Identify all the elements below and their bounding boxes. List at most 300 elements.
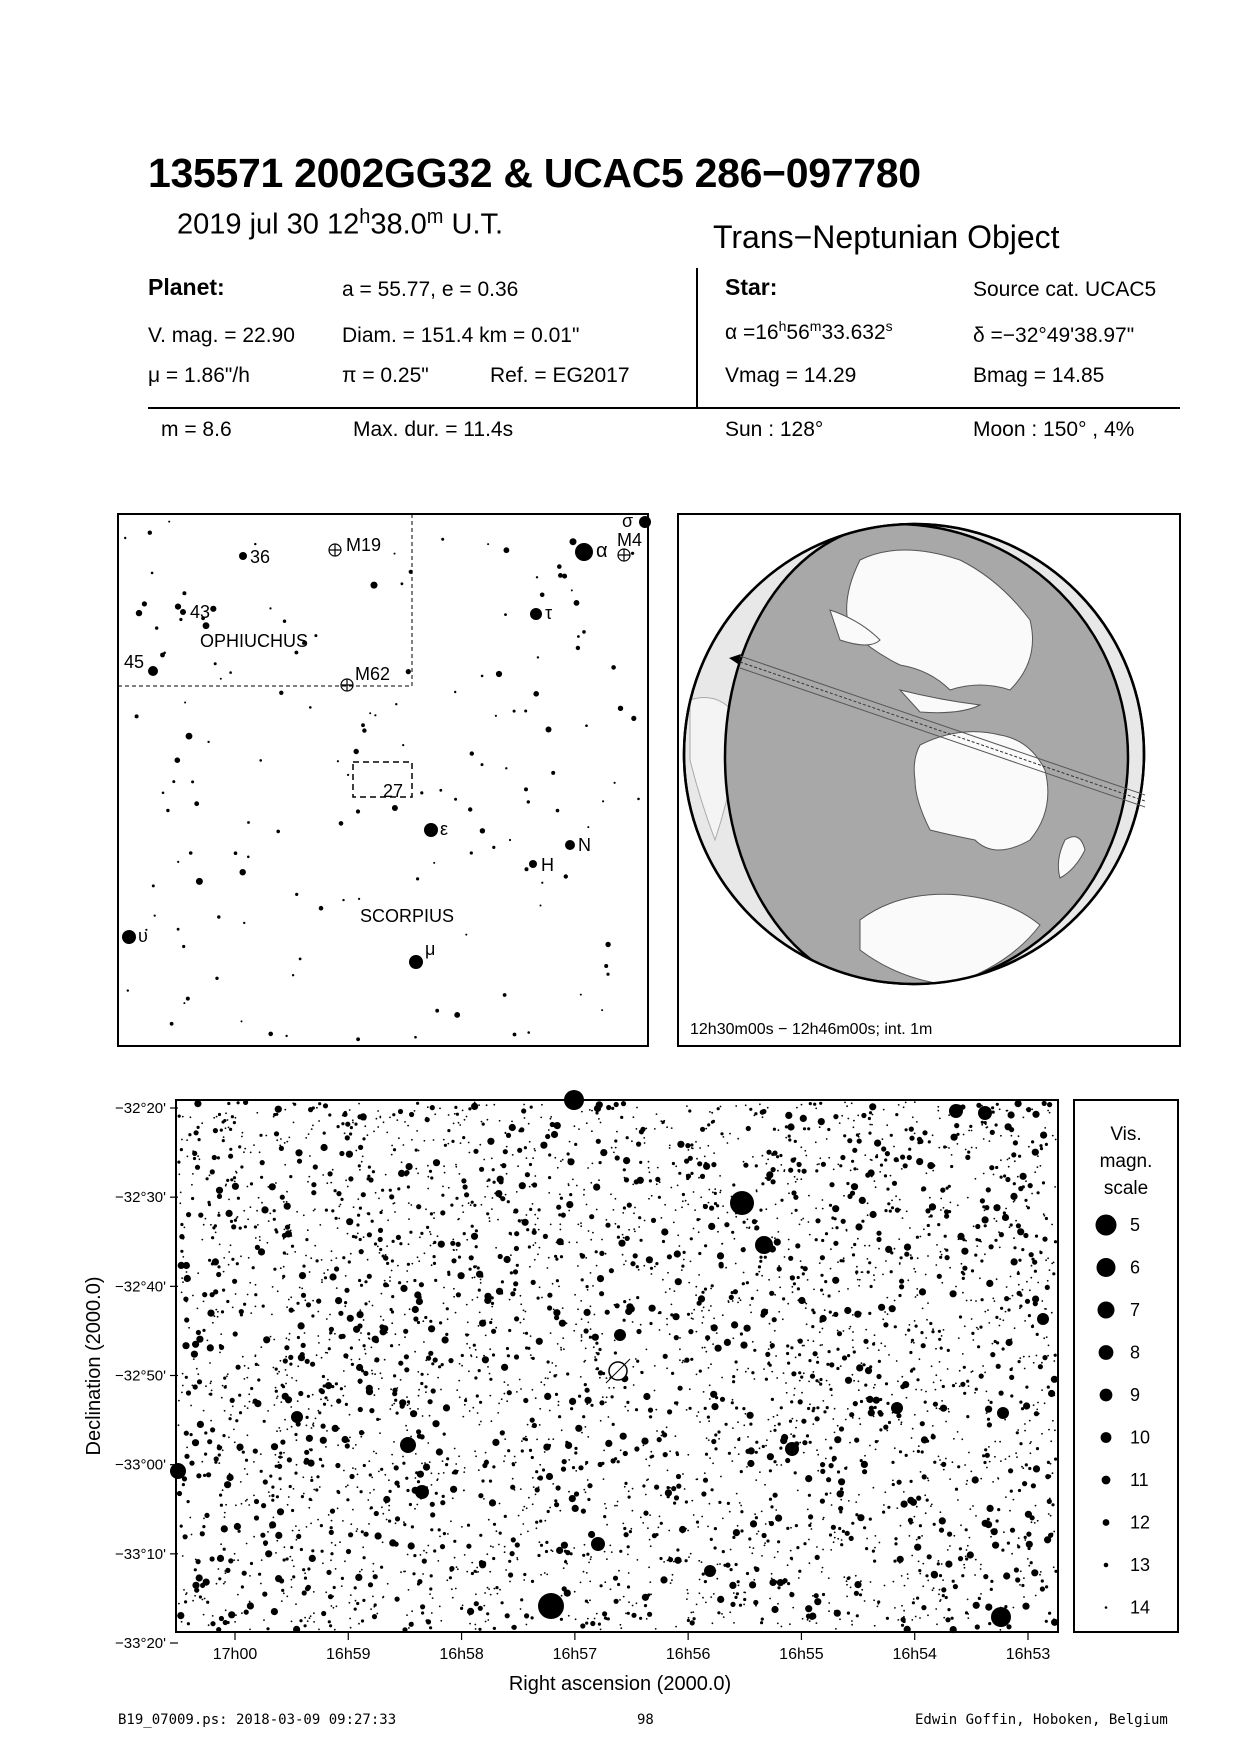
chart-star (620, 1627, 622, 1629)
chart-star (609, 1268, 614, 1273)
finder-star (189, 851, 193, 855)
chart-star (491, 1318, 493, 1320)
chart-star (426, 1619, 431, 1624)
chart-star (475, 1455, 477, 1457)
chart-star (715, 1345, 722, 1352)
chart-star (427, 1106, 429, 1108)
chart-star (247, 1407, 249, 1409)
chart-star (774, 1239, 781, 1246)
chart-star (455, 1197, 458, 1200)
chart-star (228, 1611, 235, 1618)
chart-star (771, 1179, 776, 1184)
chart-star (894, 1300, 896, 1302)
chart-star (562, 1459, 567, 1464)
chart-star (1026, 1107, 1031, 1112)
chart-star (840, 1543, 843, 1546)
chart-star (617, 1225, 620, 1228)
chart-star (599, 1400, 604, 1405)
chart-star (820, 1499, 825, 1504)
chart-star (197, 1126, 200, 1129)
chart-star (341, 1122, 344, 1125)
chart-star (986, 1467, 988, 1469)
chart-star (718, 1438, 720, 1440)
finder-star (611, 665, 616, 670)
chart-star (341, 1334, 346, 1339)
chart-star (430, 1233, 432, 1235)
chart-star (732, 1375, 735, 1378)
finder-star (395, 703, 397, 705)
chart-star (784, 1578, 786, 1580)
chart-star (1051, 1376, 1058, 1383)
chart-star (489, 1348, 491, 1350)
chart-star (1007, 1308, 1010, 1311)
chart-star (787, 1582, 790, 1585)
chart-star (957, 1233, 964, 1240)
chart-star (951, 1617, 954, 1620)
chart-star (321, 1357, 323, 1359)
chart-star (325, 1352, 327, 1354)
chart-star (369, 1408, 374, 1413)
chart-star (1026, 1386, 1028, 1388)
chart-star (237, 1559, 239, 1561)
chart-star (207, 1201, 210, 1204)
chart-star (360, 1490, 363, 1493)
chart-star (491, 1306, 493, 1308)
chart-star (291, 1560, 293, 1562)
chart-star (771, 1347, 773, 1349)
chart-star (463, 1232, 466, 1235)
chart-star (911, 1342, 913, 1344)
chart-star (747, 1368, 749, 1370)
chart-star (776, 1414, 778, 1416)
chart-star (977, 1328, 979, 1330)
chart-star (194, 1595, 196, 1597)
chart-star (534, 1214, 536, 1216)
chart-star (675, 1401, 678, 1404)
chart-star (192, 1582, 199, 1589)
chart-star (358, 1164, 361, 1167)
chart-star (806, 1434, 809, 1437)
chart-star (477, 1297, 479, 1299)
chart-star (222, 1449, 224, 1451)
chart-star (761, 1618, 764, 1621)
chart-star (954, 1138, 956, 1140)
chart-star (424, 1140, 426, 1142)
chart-star (342, 1395, 344, 1397)
chart-star (510, 1271, 513, 1274)
chart-star (209, 1362, 211, 1364)
chart-star (873, 1416, 875, 1418)
finder-star (536, 576, 538, 578)
chart-star (771, 1167, 776, 1172)
chart-star (557, 1238, 564, 1245)
chart-star (415, 1168, 417, 1170)
chart-star (1018, 1259, 1021, 1262)
chart-star (367, 1274, 372, 1279)
chart-star (889, 1305, 896, 1312)
chart-star (443, 1302, 445, 1304)
chart-star (514, 1246, 519, 1251)
chart-star (359, 1249, 364, 1254)
chart-star (984, 1224, 987, 1227)
chart-star (207, 1310, 214, 1317)
chart-star (307, 1395, 310, 1398)
chart-star (1028, 1565, 1030, 1567)
chart-star (260, 1470, 263, 1473)
chart-star (344, 1305, 346, 1307)
legend-dot (1105, 1606, 1108, 1609)
chart-star (592, 1334, 599, 1341)
chart-star (416, 1504, 418, 1506)
chart-star (759, 1209, 762, 1212)
chart-star (1030, 1452, 1032, 1454)
chart-star (253, 1461, 255, 1463)
finder-star (207, 741, 209, 743)
chart-star (606, 1219, 608, 1221)
chart-star (669, 1145, 671, 1147)
chart-star (561, 1429, 563, 1431)
chart-star (997, 1477, 999, 1479)
chart-star (471, 1225, 474, 1228)
chart-star (687, 1619, 690, 1622)
chart-star (669, 1288, 671, 1290)
chart-star (285, 1230, 292, 1237)
planet-orbit: a = 55.77, e = 0.36 (342, 278, 519, 301)
chart-star (980, 1478, 982, 1480)
globe-panel (678, 514, 1180, 1046)
chart-star (550, 1224, 552, 1226)
chart-star (843, 1195, 845, 1197)
chart-star (1026, 1541, 1033, 1548)
chart-star (227, 1102, 230, 1105)
chart-star (280, 1267, 282, 1269)
chart-star (621, 1101, 626, 1106)
chart-star (898, 1294, 901, 1297)
chart-star (603, 1515, 606, 1518)
chart-star (819, 1262, 821, 1264)
chart-star (1006, 1624, 1011, 1629)
chart-star (486, 1104, 488, 1106)
chart-star (234, 1441, 236, 1443)
chart-star (1020, 1570, 1022, 1572)
finder-star (481, 763, 484, 766)
chart-star (943, 1469, 945, 1471)
chart-star (1054, 1240, 1057, 1243)
chart-star (458, 1218, 460, 1220)
finder-star (136, 610, 142, 616)
chart-star (941, 1282, 943, 1284)
finder-star (509, 839, 511, 841)
chart-star (448, 1358, 453, 1363)
chart-star (287, 1457, 292, 1462)
chart-star (334, 1189, 337, 1192)
chart-star (224, 1581, 226, 1583)
chart-star (195, 1165, 200, 1170)
chart-star (705, 1351, 707, 1353)
chart-star (717, 1430, 720, 1433)
chart-star (795, 1427, 797, 1429)
chart-star (823, 1410, 826, 1413)
chart-star (433, 1243, 435, 1245)
chart-star (286, 1596, 288, 1598)
chart-star (330, 1509, 335, 1514)
chart-star (360, 1284, 363, 1287)
chart-star (293, 1488, 295, 1490)
chart-star (520, 1608, 522, 1610)
chart-star (904, 1585, 906, 1587)
chart-star (918, 1445, 920, 1447)
chart-star (216, 1583, 218, 1585)
chart-star (347, 1315, 354, 1322)
chart-star (233, 1121, 236, 1124)
legend-title-line-2: magn. (1099, 1151, 1153, 1172)
chart-star (798, 1297, 805, 1304)
chart-star (1041, 1579, 1044, 1582)
chart-star (914, 1101, 916, 1103)
chart-star (228, 1251, 230, 1253)
chart-star (328, 1113, 331, 1116)
page-title: 135571 2002GG32 & UCAC5 286−097780 (148, 150, 921, 196)
chart-star (778, 1129, 780, 1131)
chart-star (381, 1189, 384, 1192)
chart-star (944, 1209, 949, 1214)
chart-star (521, 1440, 523, 1442)
chart-star (762, 1155, 764, 1157)
chart-star (580, 1222, 582, 1224)
chart-star (407, 1554, 409, 1556)
chart-star (548, 1438, 550, 1440)
finder-star (435, 1009, 439, 1013)
planet-heading: Planet: (148, 274, 225, 300)
finder-star (480, 828, 485, 833)
chart-star (238, 1394, 241, 1397)
chart-star (280, 1430, 282, 1432)
object-type: Trans−Neptunian Object (713, 219, 1060, 255)
chart-star (255, 1284, 257, 1286)
chart-star (786, 1392, 788, 1394)
chart-star (828, 1294, 831, 1297)
chart-star (367, 1259, 369, 1261)
chart-star (517, 1165, 519, 1167)
chart-star (584, 1544, 586, 1546)
chart-star (776, 1377, 778, 1379)
chart-star (235, 1117, 237, 1119)
chart-star (879, 1398, 882, 1401)
chart-star (596, 1139, 601, 1144)
chart-star (236, 1172, 238, 1174)
chart-star (902, 1217, 904, 1219)
chart-star (321, 1459, 323, 1461)
chart-star (799, 1442, 801, 1444)
chart-star (555, 1365, 557, 1367)
chart-star (821, 1344, 823, 1346)
chart-star (777, 1231, 779, 1233)
chart-star (569, 1193, 572, 1196)
chart-star (485, 1621, 487, 1623)
chart-star (832, 1227, 834, 1229)
chart-star (802, 1218, 804, 1220)
chart-star (768, 1279, 770, 1281)
chart-star (217, 1156, 220, 1159)
chart-star (333, 1586, 336, 1589)
chart-star (936, 1623, 938, 1625)
chart-star (996, 1519, 999, 1522)
chart-star (799, 1380, 801, 1382)
chart-star (468, 1370, 470, 1372)
chart-star (389, 1539, 396, 1546)
chart-star (945, 1458, 947, 1460)
chart-star (916, 1236, 919, 1239)
chart-star (469, 1152, 471, 1154)
chart-star (636, 1360, 639, 1363)
chart-star (909, 1521, 912, 1524)
chart-star (683, 1259, 685, 1261)
chart-star (225, 1609, 227, 1611)
chart-star (746, 1281, 749, 1284)
chart-star (335, 1217, 338, 1220)
chart-star (504, 1381, 506, 1383)
chart-star (903, 1616, 905, 1618)
chart-star (332, 1169, 334, 1171)
chart-star (281, 1600, 283, 1602)
chart-star (326, 1430, 328, 1432)
cluster-m19-icon (329, 544, 341, 556)
chart-star (312, 1125, 314, 1127)
chart-star (519, 1379, 521, 1381)
chart-star (528, 1497, 530, 1499)
chart-star (417, 1434, 422, 1439)
chart-star (1033, 1404, 1035, 1406)
chart-star (316, 1107, 318, 1109)
chart-star (708, 1439, 710, 1441)
chart-star (686, 1409, 688, 1411)
chart-star (1009, 1226, 1011, 1228)
chart-star (340, 1198, 343, 1201)
chart-star (537, 1218, 539, 1220)
chart-star (535, 1397, 537, 1399)
chart-star (466, 1116, 468, 1118)
chart-bright-star (538, 1593, 564, 1619)
chart-star (893, 1581, 895, 1583)
chart-star (889, 1210, 892, 1213)
chart-star (938, 1456, 940, 1458)
chart-star (940, 1251, 942, 1253)
chart-star (408, 1542, 415, 1549)
legend-magnitude-label: 10 (1130, 1427, 1151, 1448)
star-H-sco (529, 860, 537, 868)
chart-star (483, 1159, 485, 1161)
finder-star (170, 1022, 174, 1026)
chart-star (352, 1509, 354, 1511)
chart-star (1014, 1567, 1019, 1572)
chart-star (670, 1187, 672, 1189)
chart-star (648, 1465, 650, 1467)
chart-star (205, 1385, 207, 1387)
y-tick-label: −32°50' (115, 1367, 166, 1385)
chart-star (789, 1592, 794, 1597)
chart-star (342, 1436, 349, 1443)
chart-star (321, 1281, 323, 1283)
chart-star (588, 1531, 595, 1538)
chart-star (925, 1274, 927, 1276)
chart-star (399, 1242, 402, 1245)
max-duration: Max. dur. = 11.4s (353, 418, 514, 441)
chart-star (1005, 1496, 1007, 1498)
chart-star (916, 1378, 919, 1381)
chart-star (769, 1469, 772, 1472)
chart-star (265, 1135, 267, 1137)
chart-star (828, 1350, 831, 1353)
chart-star (180, 1192, 182, 1194)
chart-star (1016, 1456, 1018, 1458)
chart-star (717, 1596, 724, 1603)
chart-star (202, 1525, 205, 1528)
chart-star (846, 1580, 848, 1582)
chart-star (305, 1586, 310, 1591)
chart-star (646, 1256, 653, 1263)
chart-star (1035, 1235, 1038, 1238)
chart-star (569, 1495, 576, 1502)
chart-star (649, 1322, 652, 1325)
chart-star (1005, 1311, 1007, 1313)
chart-star (771, 1153, 774, 1156)
chart-star (452, 1497, 454, 1499)
chart-star (654, 1390, 656, 1392)
x-tick-label: 16h53 (1005, 1646, 1051, 1663)
chart-star (938, 1338, 941, 1341)
chart-star (990, 1588, 993, 1591)
chart-star (993, 1218, 995, 1220)
chart-star (599, 1291, 604, 1296)
chart-star (222, 1385, 224, 1387)
finder-star (127, 989, 129, 991)
chart-star (962, 1266, 967, 1271)
chart-star (504, 1455, 506, 1457)
chart-star (1023, 1402, 1030, 1409)
chart-star (346, 1357, 348, 1359)
chart-star (523, 1437, 526, 1440)
chart-star (506, 1146, 508, 1148)
chart-star (719, 1262, 724, 1267)
chart-star (877, 1410, 882, 1415)
chart-star (530, 1418, 535, 1423)
chart-star (800, 1376, 803, 1379)
chart-star (770, 1343, 775, 1348)
chart-star (966, 1415, 969, 1418)
chart-star (985, 1604, 992, 1611)
chart-star (685, 1200, 687, 1202)
chart-star (192, 1150, 194, 1152)
chart-star (759, 1447, 761, 1449)
chart-star (731, 1231, 734, 1234)
chart-star (883, 1504, 885, 1506)
chart-star (897, 1556, 904, 1563)
chart-star (344, 1288, 349, 1293)
chart-star (699, 1370, 702, 1373)
finder-star (601, 1009, 603, 1011)
chart-star (618, 1570, 620, 1572)
chart-star (663, 1561, 665, 1563)
chart-star (931, 1330, 934, 1333)
chart-star (302, 1265, 305, 1268)
chart-star (698, 1252, 701, 1255)
chart-star (732, 1337, 734, 1339)
finder-star (354, 749, 359, 754)
chart-star (536, 1338, 543, 1345)
chart-star (987, 1126, 989, 1128)
chart-star (219, 1244, 221, 1246)
chart-star (200, 1583, 205, 1588)
